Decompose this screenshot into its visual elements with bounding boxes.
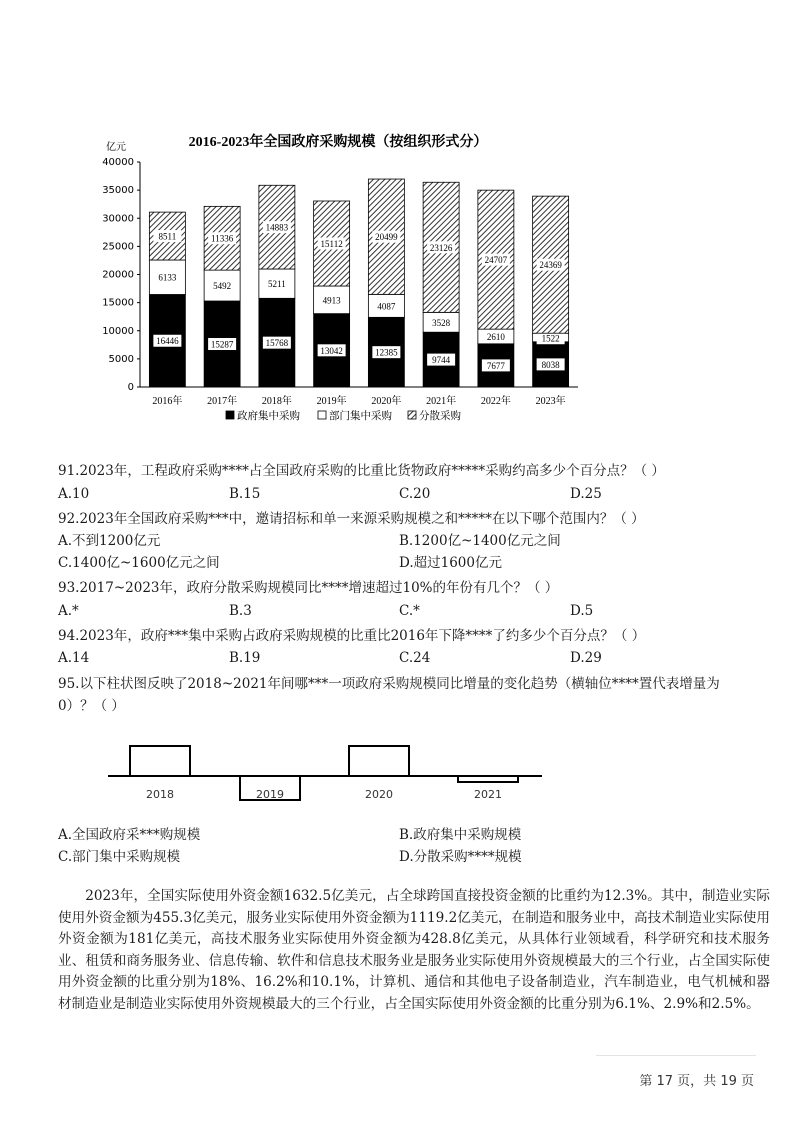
value-label: 24369	[539, 260, 562, 271]
q94-option-b[interactable]: B.19	[229, 650, 261, 666]
y-tick-label: 5000	[108, 353, 134, 365]
q91-option-b[interactable]: B.15	[229, 486, 261, 502]
x-tick-label: 2021年	[426, 396, 457, 407]
q95-option-b[interactable]: B.政府集中采购规模	[399, 827, 522, 843]
x-tick-label: 2018年	[261, 396, 292, 407]
y-axis	[102, 157, 140, 393]
question-93: 93.2017~2023年，政府分散采购规模同比****增速超过10%的年份有几个？（ ）	[58, 580, 559, 596]
trend-bars	[130, 746, 518, 800]
value-label: 9744	[432, 355, 451, 366]
page-number: 第 17 页，共 19 页	[639, 1074, 754, 1089]
q92-option-b[interactable]: B.1200亿~1400亿元之间	[399, 533, 561, 549]
question-95: 95.以下柱状图反映了2018~2021年间哪***一项政府采购规模同比增量的变化趋势（横轴位****置代表增量为	[58, 676, 720, 692]
value-label: 23126	[429, 242, 453, 253]
y-tick-label: 25000	[102, 241, 134, 253]
trend-year-label: 2019	[256, 788, 284, 801]
y-tick-label: 15000	[102, 297, 134, 309]
y-tick-label: 30000	[102, 213, 134, 225]
legend-label: 部门集中采购	[329, 410, 392, 422]
question-94: 94.2023年，政府***集中采购占政府采购规模的比重比2016年下降****了约多少个百分点？（ ）	[58, 628, 646, 644]
procurement-stacked-bar-chart	[100, 124, 580, 440]
footer-divider	[596, 1055, 756, 1056]
question-91: 91.2023年，工程政府采购****占全国政府采购的比重比货物政府*****采购约高多少个百分点？（ ）	[58, 463, 665, 479]
q95-option-a[interactable]: A.全国政府采***购规模	[58, 827, 201, 843]
legend-swatch	[226, 411, 234, 419]
y-tick-label: 35000	[102, 185, 134, 197]
legend-swatch	[318, 411, 326, 419]
trend-year-label: 2020	[365, 788, 393, 801]
q91-option-d[interactable]: D.25	[570, 486, 602, 502]
value-label: 15287	[210, 339, 234, 350]
x-tick-label: 2017年	[207, 396, 238, 407]
y-tick-label: 40000	[102, 157, 134, 168]
q94-option-d[interactable]: D.29	[570, 650, 602, 666]
x-tick-label: 2020年	[371, 396, 402, 407]
x-tick-label: 2019年	[316, 396, 347, 407]
q93-option-c[interactable]: C.*	[399, 603, 420, 619]
increment-trend-chart	[100, 736, 550, 806]
value-label: 11336	[211, 233, 234, 244]
value-label: 8511	[158, 231, 177, 242]
value-label: 6133	[158, 272, 177, 283]
value-label: 20499	[375, 232, 398, 243]
value-label: 7677	[486, 360, 505, 371]
q93-option-d[interactable]: D.5	[570, 603, 594, 619]
trend-bar	[349, 746, 409, 776]
q95-option-d[interactable]: D.分散采购****规模	[399, 849, 522, 865]
x-axis	[140, 387, 578, 407]
legend-label: 政府集中采购	[237, 410, 300, 422]
value-label: 12385	[375, 347, 398, 358]
y-tick-label: 0	[127, 382, 134, 393]
q91-option-c[interactable]: C.20	[399, 486, 431, 502]
question-95-continued: 0）？（ ）	[58, 698, 125, 714]
question-92: 92.2023年全国政府采购***中，邀请招标和单一来源采购规模之和*****在以下哪个范围内？（ ）	[58, 511, 645, 527]
trend-year-label: 2021	[474, 788, 502, 801]
y-axis-unit: 亿元	[106, 142, 126, 153]
y-tick-label: 10000	[102, 325, 134, 337]
x-tick-label: 2023年	[535, 396, 566, 407]
q92-option-d[interactable]: D.超过1600亿元	[399, 555, 502, 571]
trend-labels	[146, 788, 502, 801]
legend	[226, 409, 461, 422]
value-label: 4913	[322, 295, 341, 306]
q95-option-c[interactable]: C.部门集中采购规模	[58, 849, 181, 865]
value-label: 3528	[432, 317, 451, 328]
q93-option-a[interactable]: A.*	[58, 603, 79, 619]
trend-bar	[458, 776, 518, 782]
value-label: 14883	[265, 222, 289, 233]
value-label: 13042	[320, 345, 343, 356]
trend-year-label: 2018	[146, 788, 174, 801]
q92-option-c[interactable]: C.1400亿~1600亿元之间	[58, 555, 220, 571]
value-label: 5211	[268, 279, 286, 290]
bars	[149, 179, 568, 387]
value-label: 16446	[156, 336, 179, 347]
value-label: 8038	[541, 359, 560, 370]
legend-label: 分散采购	[419, 410, 461, 422]
value-label: 15112	[320, 239, 343, 250]
q94-option-c[interactable]: C.24	[399, 650, 431, 666]
material-paragraph: 2023年，全国实际使用外资金额1632.5亿美元，占全球跨国直接投资金额的比重约为12.3%。其中，制造业实际使用外资金额为455.3亿美元，服务业实际使用外资金额为1119.2亿美元，在制造和服务业中，高技术制造业实际使用外资金额为181亿美元，高技术服务业实际使用外资金额为428.8亿美元，从具体行业领域看，科学研究和技术服务业、租赁和商务服务业、信息传输、软件和信息技术服务业是服务业实际使用外资规模最大的三个行业，占全国实际使用外资金额的比重分别为18%、16.2%和10.1%，计算机、通信和其他电子设备制造业，汽车制造业，电气机械和器材制造业是制造业实际使用外资规模最大的三个行业，占全国实际使用外资金额的比重分别为6.1%、2.9%和2.5%。	[58, 888, 770, 1012]
x-tick-label: 2016年	[152, 396, 183, 407]
y-tick-label: 20000	[102, 269, 134, 281]
q94-option-a[interactable]: A.14	[58, 650, 90, 666]
value-label: 24707	[484, 255, 508, 266]
q93-option-b[interactable]: B.3	[229, 603, 252, 619]
trend-bar	[130, 746, 190, 776]
x-tick-label: 2022年	[480, 396, 511, 407]
q92-option-a[interactable]: A.不到1200亿元	[58, 533, 161, 549]
value-label: 1522	[541, 333, 560, 344]
value-label: 15768	[265, 338, 289, 349]
legend-swatch	[408, 411, 416, 419]
value-label: 5492	[213, 281, 232, 292]
value-label: 4087	[377, 301, 396, 312]
q91-option-a[interactable]: A.10	[58, 486, 90, 502]
chart-title: 2016-2023年全国政府采购规模（按组织形式分）	[188, 135, 488, 150]
value-label: 2610	[486, 331, 505, 342]
